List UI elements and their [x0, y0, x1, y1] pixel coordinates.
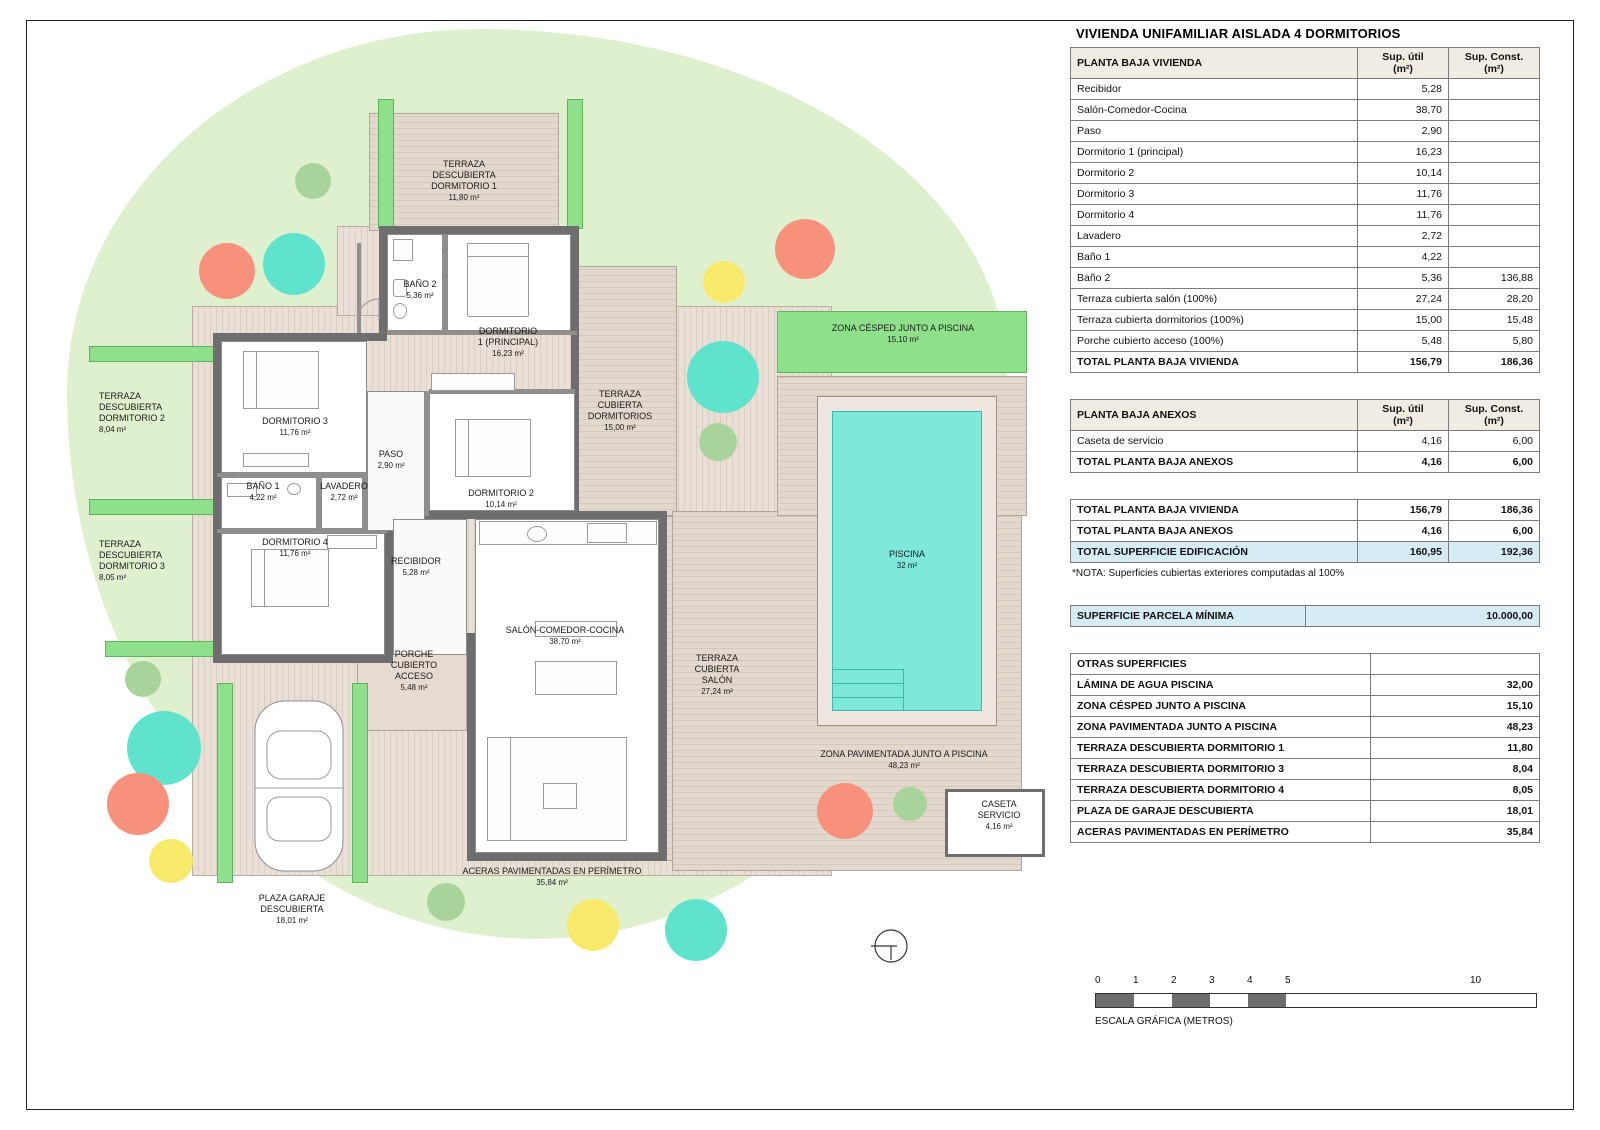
bed-headboard [455, 419, 469, 477]
scale-tick: 2 [1171, 975, 1177, 986]
row-const: 5,80 [1449, 331, 1540, 352]
table-planta-baja-anexos [1070, 399, 1540, 473]
label-dormitorio3: DORMITORIO 3 11,76 m² [262, 416, 328, 437]
header-cell-util: Sup. útil (m²) [1358, 48, 1449, 79]
area-schedule-panel [1070, 22, 1565, 843]
row-label: SUPERFICIE PARCELA MÍNIMA [1071, 606, 1306, 627]
table-parcela-minima [1070, 605, 1540, 627]
row-value: 48,23 [1371, 717, 1540, 738]
row-label: TERRAZA DESCUBIERTA DORMITORIO 3 [1071, 759, 1371, 780]
header-cell-category: PLANTA BAJA VIVIENDA [1071, 48, 1358, 79]
table-header-row [1071, 48, 1540, 79]
label-zona-cesped: ZONA CÉSPED JUNTO A PISCINA 15,10 m² [831, 323, 975, 344]
scale-bar [1095, 993, 1537, 1008]
row-const [1449, 121, 1540, 142]
table-row [1071, 184, 1540, 205]
table-row [1071, 268, 1540, 289]
coffee-table [543, 783, 577, 809]
row-util: 5,28 [1358, 79, 1449, 100]
label-porche-cubierto-acceso: PORCHE CUBIERTO ACCESO 5,48 m² [390, 649, 438, 692]
row-label: Porche cubierto acceso (100%) [1071, 331, 1358, 352]
row-value: 15,10 [1371, 696, 1540, 717]
table-row [1071, 205, 1540, 226]
row-label: Recibidor [1071, 79, 1358, 100]
graphic-scale [1095, 975, 1555, 1027]
header-cell-value [1371, 654, 1540, 675]
row-label: Lavadero [1071, 226, 1358, 247]
label-salon-comedor-cocina: SALÓN-COMEDOR-COCINA 38,70 m² [505, 625, 625, 646]
total-util: 4,16 [1358, 452, 1449, 473]
row-const [1449, 184, 1540, 205]
scale-tick: 0 [1095, 975, 1101, 986]
total-util: 156,79 [1358, 352, 1449, 373]
label-terraza-cubierta-salon: TERRAZA CUBIERTA SALÓN 27,24 m² [694, 653, 740, 696]
row-label: Terraza cubierta dormitorios (100%) [1071, 310, 1358, 331]
room-recibidor [393, 519, 467, 655]
row-label: TOTAL PLANTA BAJA VIVIENDA [1071, 500, 1358, 521]
table-header-row [1071, 400, 1540, 431]
row-util: 38,70 [1358, 100, 1449, 121]
table-row [1071, 310, 1540, 331]
table-row [1071, 331, 1540, 352]
note-text: *NOTA: Superficies cubiertas exteriores computadas al 100% [1072, 568, 1345, 579]
site-plan [27, 21, 1057, 1109]
scale-tick: 1 [1133, 975, 1139, 986]
row-const: 28,20 [1449, 289, 1540, 310]
row-label: Dormitorio 1 (principal) [1071, 142, 1358, 163]
table-row [1071, 163, 1540, 184]
bed-headboard [467, 243, 529, 257]
car-icon [245, 693, 355, 878]
row-label: ZONA CÉSPED JUNTO A PISCINA [1071, 696, 1371, 717]
row-label: TERRAZA DESCUBIERTA DORMITORIO 4 [1071, 780, 1371, 801]
table-row [1071, 100, 1540, 121]
table-row [1071, 142, 1540, 163]
total-label: TOTAL PLANTA BAJA ANEXOS [1071, 452, 1358, 473]
table-total-row [1071, 452, 1540, 473]
row-label: TOTAL PLANTA BAJA ANEXOS [1071, 521, 1358, 542]
table-row [1071, 675, 1540, 696]
row-const [1449, 205, 1540, 226]
table-gap [1070, 627, 1565, 641]
row-value: 35,84 [1371, 822, 1540, 843]
table-row [1071, 247, 1540, 268]
row-util: 2,90 [1358, 121, 1449, 142]
row-label: TERRAZA DESCUBIERTA DORMITORIO 1 [1071, 738, 1371, 759]
table-row [1071, 696, 1540, 717]
row-util: 16,23 [1358, 142, 1449, 163]
table-gap [1070, 579, 1565, 593]
label-lavadero: LAVADERO 2,72 m² [320, 481, 368, 502]
wardrobe [243, 453, 309, 467]
row-util: 15,00 [1358, 310, 1449, 331]
row-const [1449, 226, 1540, 247]
label-terraza-descubierta-d2: TERRAZA DESCUBIERTA DORMITORIO 2 8,04 m² [99, 391, 165, 434]
row-label: LÁMINA DE AGUA PISCINA [1071, 675, 1371, 696]
total-const: 186,36 [1449, 352, 1540, 373]
row-value: 11,80 [1371, 738, 1540, 759]
label-zona-pavimentada: ZONA PAVIMENTADA JUNTO A PISCINA 48,23 m² [820, 749, 988, 770]
header-cell-category: PLANTA BAJA ANEXOS [1071, 400, 1358, 431]
label-caseta-servicio: CASETA SERVICIO 4,16 m² [977, 799, 1021, 831]
table-otras-superficies [1070, 653, 1540, 843]
table-row [1071, 606, 1540, 627]
label-bano2: BAÑO 2 5,36 m² [403, 279, 437, 300]
table-row [1071, 738, 1540, 759]
row-const [1449, 247, 1540, 268]
total-const: 192,36 [1449, 542, 1540, 563]
table-row [1071, 289, 1540, 310]
row-util: 156,79 [1358, 500, 1449, 521]
row-value: 8,05 [1371, 780, 1540, 801]
row-util: 10,14 [1358, 163, 1449, 184]
row-label: Baño 1 [1071, 247, 1358, 268]
row-label: Dormitorio 3 [1071, 184, 1358, 205]
row-util: 4,16 [1358, 431, 1449, 452]
row-const: 15,48 [1449, 310, 1540, 331]
label-bano1: BAÑO 1 4,22 m² [246, 481, 280, 502]
label-plaza-garaje: PLAZA GARAJE DESCUBIERTA 18,01 m² [258, 893, 326, 925]
row-util: 4,16 [1358, 521, 1449, 542]
row-util: 11,76 [1358, 184, 1449, 205]
label-dormitorio2: DORMITORIO 2 10,14 m² [468, 488, 534, 509]
row-util: 4,22 [1358, 247, 1449, 268]
table-planta-baja-vivienda [1070, 47, 1540, 373]
label-paso: PASO 2,90 m² [377, 449, 405, 470]
label-terraza-cubierta-dormitorios: TERRAZA CUBIERTA DORMITORIOS 15,00 m² [587, 389, 653, 432]
dining-table [535, 661, 617, 695]
label-terraza-descubierta-d1: TERRAZA DESCUBIERTA DORMITORIO 1 11,80 m² [431, 159, 497, 202]
row-const [1449, 142, 1540, 163]
scale-caption: ESCALA GRÁFICA (METROS) [1095, 1016, 1233, 1027]
row-const: 6,00 [1449, 431, 1540, 452]
row-value: 32,00 [1371, 675, 1540, 696]
row-label: Caseta de servicio [1071, 431, 1358, 452]
row-const: 6,00 [1449, 521, 1540, 542]
table-gap [1070, 373, 1565, 387]
table-totales [1070, 499, 1540, 563]
scale-tick: 3 [1209, 975, 1215, 986]
table-total-highlight-row [1071, 542, 1540, 563]
row-const [1449, 163, 1540, 184]
row-label: Dormitorio 2 [1071, 163, 1358, 184]
row-label: Baño 2 [1071, 268, 1358, 289]
row-label: Terraza cubierta salón (100%) [1071, 289, 1358, 310]
row-util: 5,48 [1358, 331, 1449, 352]
table-header-row [1071, 654, 1540, 675]
total-util: 160,95 [1358, 542, 1449, 563]
total-label: TOTAL SUPERFICIE EDIFICACIÓN [1071, 542, 1358, 563]
table-row [1071, 822, 1540, 843]
row-const [1449, 79, 1540, 100]
row-label: ZONA PAVIMENTADA JUNTO A PISCINA [1071, 717, 1371, 738]
bed-headboard [243, 351, 257, 409]
row-label: Dormitorio 4 [1071, 205, 1358, 226]
scale-ticks [1095, 975, 1555, 991]
header-cell-const: Sup. Const. (m²) [1449, 48, 1540, 79]
total-label: TOTAL PLANTA BAJA VIVIENDA [1071, 352, 1358, 373]
table-row [1071, 226, 1540, 247]
header-cell-category: OTRAS SUPERFICIES [1071, 654, 1371, 675]
row-util: 5,36 [1358, 268, 1449, 289]
row-value: 18,01 [1371, 801, 1540, 822]
toilet-icon [393, 303, 407, 319]
row-label: Salón-Comedor-Cocina [1071, 100, 1358, 121]
label-piscina: PISCINA 32 m² [888, 549, 925, 570]
table-row [1071, 521, 1540, 542]
label-aceras-pavimentadas: ACERAS PAVIMENTADAS EN PERÍMETRO 35,84 m² [462, 866, 642, 887]
row-value: 10.000,00 [1306, 606, 1540, 627]
label-dormitorio1: DORMITORIO 1 (PRINCIPAL) 16,23 m² [477, 326, 539, 358]
table-row [1071, 500, 1540, 521]
row-const: 186,36 [1449, 500, 1540, 521]
label-recibidor: RECIBIDOR 5,28 m² [390, 556, 441, 577]
table-row [1071, 780, 1540, 801]
row-util: 2,72 [1358, 226, 1449, 247]
header-cell-const: Sup. Const. (m²) [1449, 400, 1540, 431]
table-row [1071, 801, 1540, 822]
header-cell-util: Sup. útil (m²) [1358, 400, 1449, 431]
north-arrow-icon [867, 926, 915, 966]
label-terraza-descubierta-d3: TERRAZA DESCUBIERTA DORMITORIO 3 8,05 m² [99, 539, 165, 582]
row-value: 8,04 [1371, 759, 1540, 780]
drawing-title: VIVIENDA UNIFAMILIAR AISLADA 4 DORMITORIOS [1076, 26, 1401, 41]
wardrobe [431, 373, 515, 391]
row-label: Paso [1071, 121, 1358, 142]
scale-tick: 4 [1247, 975, 1253, 986]
table-row [1071, 431, 1540, 452]
table-row [1071, 121, 1540, 142]
kitchen-sink-icon [587, 523, 627, 543]
scale-tick: 10 [1470, 975, 1482, 986]
row-const: 136,88 [1449, 268, 1540, 289]
row-const [1449, 100, 1540, 121]
table-total-row [1071, 352, 1540, 373]
scale-tick: 5 [1285, 975, 1291, 986]
table-row [1071, 759, 1540, 780]
row-util: 11,76 [1358, 205, 1449, 226]
hob-icon [527, 526, 547, 542]
shower-icon [393, 239, 413, 261]
table-row [1071, 79, 1540, 100]
row-label: PLAZA DE GARAJE DESCUBIERTA [1071, 801, 1371, 822]
row-label: ACERAS PAVIMENTADAS EN PERÍMETRO [1071, 822, 1371, 843]
table-gap [1070, 473, 1565, 487]
label-dormitorio4: DORMITORIO 4 11,76 m² [262, 537, 328, 558]
table-row [1071, 717, 1540, 738]
sofa [487, 737, 511, 841]
total-const: 6,00 [1449, 452, 1540, 473]
kitchen-counter [479, 521, 657, 545]
row-util: 27,24 [1358, 289, 1449, 310]
